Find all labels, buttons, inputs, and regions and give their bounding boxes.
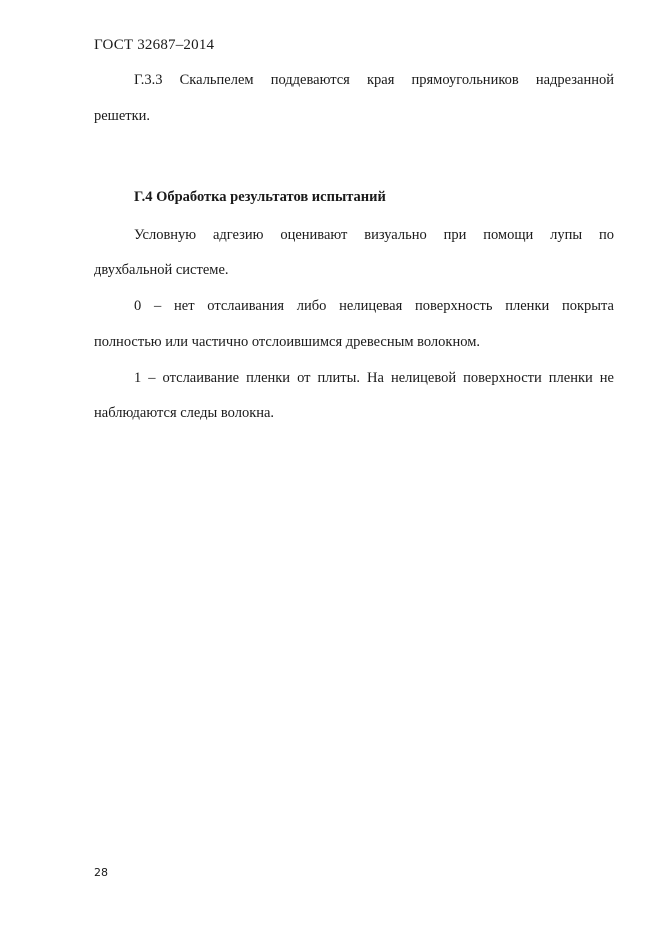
page-number: 28 <box>94 866 108 879</box>
document-header-code: ГОСТ 32687–2014 <box>94 37 215 53</box>
paragraph-g33-line-2: решетки. <box>94 108 151 124</box>
paragraph-adhesion-line-2: двухбальной системе. <box>94 262 229 278</box>
paragraph-adhesion-line-1: Условную адгезию оценивают визуально при помощи лупы по <box>134 227 614 243</box>
paragraph-g33-line-1: Г.3.3 Скальпелем поддеваются края прямоугольников надрезанной <box>134 72 614 88</box>
section-title-g4: Г.4 Обработка результатов испытаний <box>134 189 386 205</box>
score-1-line-1: 1 – отслаивание пленки от плиты. На нелицевой поверхности пленки не <box>134 370 614 386</box>
score-0-line-1: 0 – нет отслаивания либо нелицевая поверхность пленки покрыта <box>134 298 614 314</box>
score-1-line-2: наблюдаются следы волокна. <box>94 405 275 421</box>
score-0-line-2: полностью или частично отслоившимся древесным волокном. <box>94 334 480 350</box>
